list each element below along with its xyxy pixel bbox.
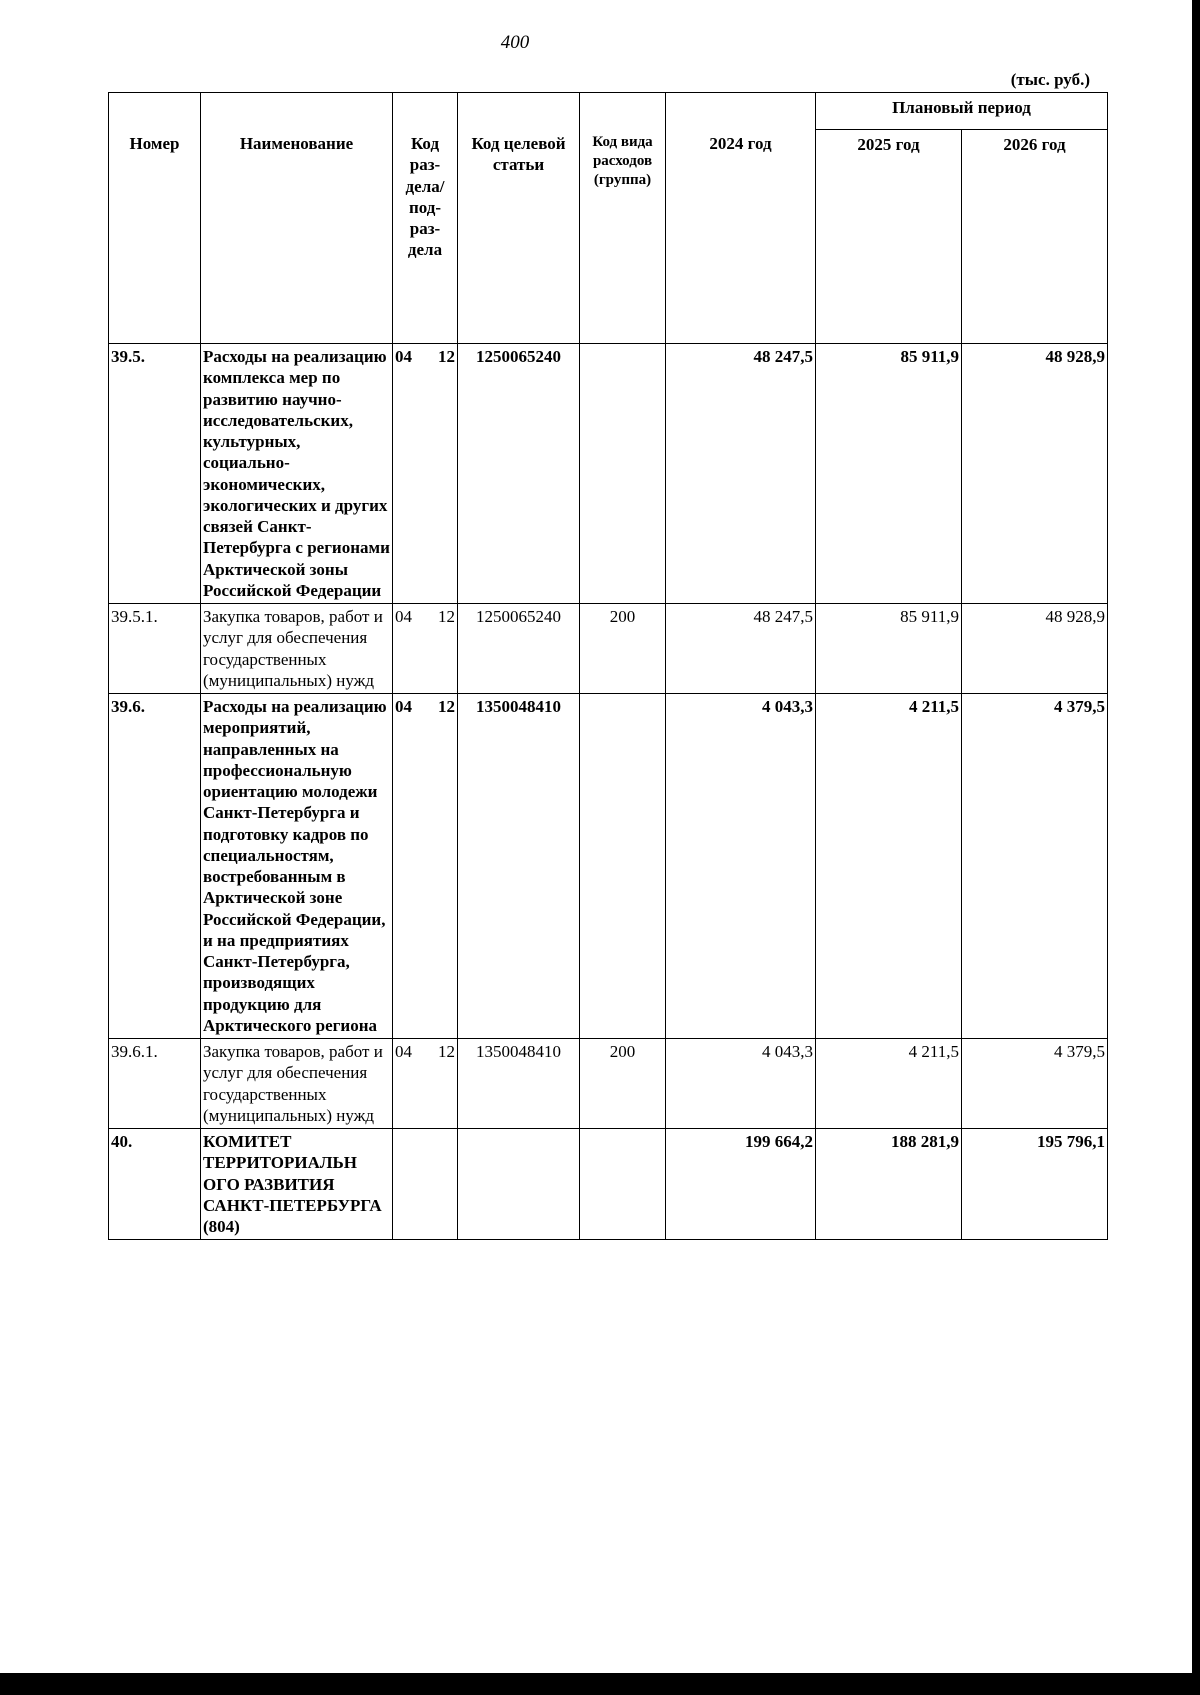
row-number: 39.5. [109,344,201,604]
row-name: Закупка товаров, работ и услуг для обеспечения государственных (муниципальных) нужд [201,1039,393,1129]
col-section-header: Код раз-дела/ под-раз-дела [393,93,458,344]
razdel-code: 04 [395,347,412,366]
razdel-code: 04 [395,697,412,716]
row-number: 39.5.1. [109,604,201,694]
row-2026-value: 48 928,9 [962,344,1108,604]
row-2024-value: 48 247,5 [666,344,816,604]
razdel-code: 04 [395,607,412,626]
scan-edge-bottom [0,1673,1200,1695]
row-expense-type [580,694,666,1039]
podrazdel-code: 12 [438,347,455,366]
row-2024-value: 199 664,2 [666,1129,816,1240]
row-number: 39.6. [109,694,201,1039]
row-section-code [393,344,458,604]
row-section-code [393,1129,458,1240]
podrazdel-code: 12 [438,1042,455,1061]
table-row [109,344,1108,604]
table-row [109,604,1108,694]
budget-table [108,92,1108,1240]
row-2024-value: 48 247,5 [666,604,816,694]
row-2025-value: 188 281,9 [816,1129,962,1240]
table-row [109,1039,1108,1129]
row-name: Расходы на реализацию мероприятий, направленных на профессиональную ориентацию молодежи Санкт-Петербурга и подготовку кадров по специальностям, востребованным в Арктической зоне Российской Федерации, и на предприятиях Санкт-Петербурга, производящих продукцию для Арктического региона [201,694,393,1039]
col-number-header: Номер [109,93,201,344]
row-2025-value: 85 911,9 [816,604,962,694]
col-expense-type-header: Код вида расходов (группа) [580,93,666,344]
row-number: 40. [109,1129,201,1240]
row-expense-type: 200 [580,1039,666,1129]
row-name: КОМИТЕТ ТЕРРИТОРИАЛЬН ОГО РАЗВИТИЯ САНКТ-ПЕТЕРБУРГА (804) [201,1129,393,1240]
row-2026-value: 195 796,1 [962,1129,1108,1240]
row-target-code: 1250065240 [458,604,580,694]
row-2025-value: 85 911,9 [816,344,962,604]
plan-period-header: Плановый период [816,93,1108,130]
col-2025-header: 2025 год [816,130,962,344]
row-expense-type [580,1129,666,1240]
page-number: 400 [500,32,530,53]
col-target-header: Код целевой статьи [458,93,580,344]
row-number: 39.6.1. [109,1039,201,1129]
row-target-code: 1350048410 [458,694,580,1039]
table-row [109,694,1108,1039]
row-expense-type [580,344,666,604]
header-row [109,93,1108,130]
table-row [109,1129,1108,1240]
row-target-code: 1350048410 [458,1039,580,1129]
row-2026-value: 48 928,9 [962,604,1108,694]
row-2026-value: 4 379,5 [962,694,1108,1039]
row-2026-value: 4 379,5 [962,1039,1108,1129]
row-2024-value: 4 043,3 [666,1039,816,1129]
col-name-header: Наименование [201,93,393,344]
row-section-code [393,694,458,1039]
row-name: Закупка товаров, работ и услуг для обеспечения государственных (муниципальных) нужд [201,604,393,694]
units-label: (тыс. руб.) [1010,70,1090,89]
row-target-code [458,1129,580,1240]
col-2026-header: 2026 год [962,130,1108,344]
row-2025-value: 4 211,5 [816,1039,962,1129]
razdel-code: 04 [395,1042,412,1061]
podrazdel-code: 12 [438,697,455,716]
row-target-code: 1250065240 [458,344,580,604]
scan-edge-right [1192,0,1200,1695]
row-2025-value: 4 211,5 [816,694,962,1039]
row-name: Расходы на реализацию комплекса мер по развитию научно-исследовательских, культурных, социально-экономических, экологических и других связей Санкт-Петербурга с регионами Арктической зоны Российской Федерации [201,344,393,604]
row-2024-value: 4 043,3 [666,694,816,1039]
row-section-code [393,1039,458,1129]
row-section-code [393,604,458,694]
row-expense-type: 200 [580,604,666,694]
podrazdel-code: 12 [438,607,455,626]
col-2024-header: 2024 год [666,93,816,344]
